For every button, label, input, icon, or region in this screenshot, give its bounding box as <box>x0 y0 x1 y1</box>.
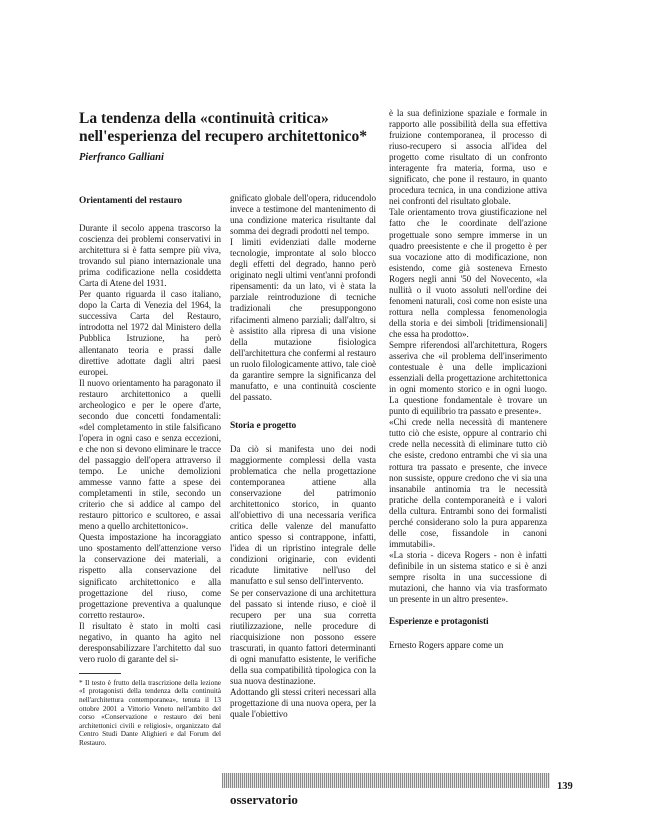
paragraph: Ernesto Rogers appare come un <box>389 640 504 651</box>
paragraph: è la sua definizione spaziale e formale in rapporto alle possibilità della sua effettiva fruizione contemporanea, il processo di riuso-recupero si associa all'idea del progetto come risultato di un confronto interagente fra materia, forma, uso e significato, che pone il restauro, in quanto procedura tecnica, in una condizione attiva nei confronti del risultato globale. <box>389 108 547 207</box>
section-name: osservatorio <box>230 792 298 807</box>
paragraph: Sempre riferendosi all'architettura, Rogers asseriva che «il problema dell'inserimento contestuale è una delle implicazioni essenziali della progettazione architettonica in ogni momento storico e in ogni luogo. La questione fondamentale è trovare un punto di equilibrio tra passato e presente». <box>389 339 547 417</box>
paragraph: «La storia - diceva Rogers - non è infatti definibile in un sistema statico e si è anzi sempre risolta in una successione di mutazioni, che hanno via via trasformato un presente in un altro presente». <box>389 549 547 605</box>
paragraph: I limiti evidenziati dalle moderne tecnologie, improntate al solo blocco degli effetti del degrado, hanno però originato negli ultimi vent'anni profondi ripensamenti: da un lato, vi è stata la parziale reintroduzione di tecniche tradizionali che presuppongono rifacimenti almeno parziali; dall'altro, si è assistito alla ripresa di una visione della mutazione fisiologica dell'architettura che confermi al restauro un ruolo filologicamente attivo, tale cioè da garantire sempre la significanza del manufatto, e una continuità cosciente del passato. <box>230 237 376 402</box>
paragraph: Il risultato è stato in molti casi negativo, in quanto ha agito nel deresponsabilizzare l'architetto dal suo vero ruolo di garante del si- <box>79 620 221 664</box>
paragraph: «Chi crede nella necessità di mantenere tutto ciò che esiste, oppure al contrario chi crede nella necessità di eliminare tutto ciò che esiste, credono entrambi che vi sia una rottura tra passato e presente, che invece non sussiste, oppure credono che vi sia una insanabile antinomia tra le necessità pratiche della contemporaneità e i valori della cultura. Entrambi sono dei formalisti perché considerano solo la pura apparenza delle cose, fissandole in canoni immutabili». <box>389 417 547 549</box>
paragraph: Questa impostazione ha incoraggiato uno spostamento dell'attenzione verso la conservazione dei materiali, a rispetto alla conservazione del significato architettonico e alla progettazione del riuso, come progettazione preventiva a qualunque corretto restauro». <box>79 532 221 620</box>
article-title: La tendenza della «continuità critica» nell'esperienza del recupero architettonico* <box>79 110 367 145</box>
article-author: Pierfranco Galliani <box>79 152 164 163</box>
paragraph: Il nuovo orientamento ha paragonato il restauro architettonico a quelli archeologico e per le opere d'arte, secondo due concetti fondamentali: «del completamento in stile falsificano l'opera in ogni caso e senza eccezioni, e che non si devono eliminare le tracce del passaggio dell'opera attraverso il tempo. Le uniche demolizioni ammesse vanno fatte a spese dei completamenti in stile, secondo un criterio che si addice al campo del restauro pittorico e scultoreo, e assai meno a quello architettonico». <box>79 377 221 532</box>
section-heading-esperienze: Esperienze e protagonisti <box>389 617 489 628</box>
section-heading-storia: Storia e progetto <box>230 420 297 431</box>
text-column-2 <box>230 193 376 720</box>
footnote: * Il testo è frutto della trascrizione della lezione «I protagonisti della tendenza della continuità nell'architettura contemporanea», tenuta il 13 ottobre 2001 a Vittorio Veneto nell'ambito del corso «Conservazione e restauro dei beni architettonici civili e religiosi», organizzato dal Centro Studi Dante Alighieri e dal Forum del Restauro. <box>79 677 221 748</box>
paragraph: Per quanto riguarda il caso italiano, dopo la Carta di Venezia del 1964, la successiva Carta del Restauro, introdotta nel 1972 dal Ministero della Pubblica Istruzione, ha però allentanato teoria e prassi dalle direttive adottate dagli altri paesi europei. <box>79 289 221 377</box>
paragraph: Se per conservazione di una architettura del passato si intende riuso, e cioè il recupero per una sua corretta riutilizzazione, nelle procedure di riacquisizione non possono essere trascurati, in quanto fattori determinanti di ogni manufatto esistente, le verifiche della sua compatibilità tipologica con la sua nuova destinazione. <box>230 587 376 686</box>
paragraph: Durante il secolo appena trascorso la coscienza dei problemi conservativi in architettura si è fatta sempre più viva, trovando sul piano internazionale una prima codificazione nella cosiddetta Carta di Atene del 1931. <box>79 223 221 289</box>
text-column-1 <box>79 196 221 748</box>
paragraph: Tale orientamento trova giustificazione nel fatto che le coordinate dell'azione progettuale sono sempre immerse in un quadro preesistente e che il progetto è per sua vocazione atto di modificazione, non esistendo, come già sosteneva Ernesto Rogers negli anni '50 del Novecento, «la nullità o il vuoto assoluti nell'ordine dei fenomeni naturali, così come non esiste una rottura nella complessa fenomenologia della storia e dei simboli [tridimensionali] che essa ha prodotto». <box>389 207 547 339</box>
paragraph: Adottando gli stessi criteri necessari alla progettazione di una nuova opera, per la quale l'obiettivo <box>230 686 376 720</box>
text-column-3 <box>389 108 547 651</box>
paragraph: gnificato globale dell'opera, riducendolo invece a testimone del mantenimento di una condizione materica risultante dal somma dei degradi prodotti nel tempo. <box>230 193 376 237</box>
section-heading-orientamenti: Orientamenti del restauro <box>79 196 183 206</box>
section-band <box>222 773 550 788</box>
page-number: 139 <box>557 781 573 792</box>
paragraph: Da ciò si manifesta uno dei nodi maggiormente complessi della vasta problematica che nella progettazione contemporanea attiene alla conservazione del patrimonio architettonico storico, in quanto all'obiettivo di una necessaria verifica critica delle valenze del manufatto antico spesso si contrappone, infatti, l'idea di un ripristino integrale delle condizioni originarie, con evidenti ricadute limitative nell'uso del manufatto e sul senso dell'intervento. <box>230 443 376 587</box>
